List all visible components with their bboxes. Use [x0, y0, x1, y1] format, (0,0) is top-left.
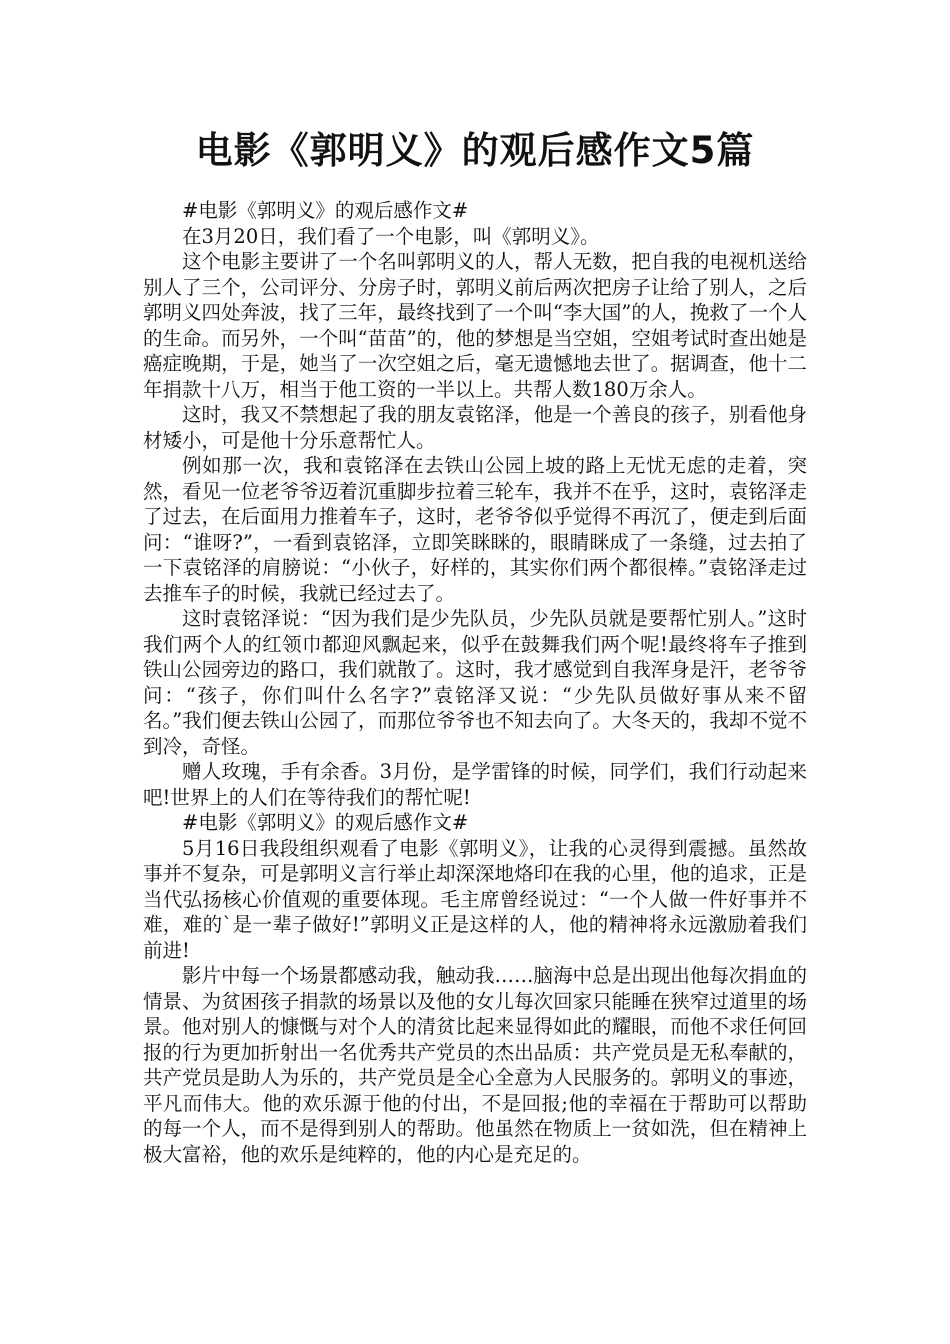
document-body [143, 198, 807, 1167]
paragraph: 这时袁铭泽说：“因为我们是少先队员，少先队员就是要帮忙别人。”这时我们两个人的红领巾都迎风飘起来，似乎在鼓舞我们两个呢!最终将车子推到铁山公园旁边的路口，我们就散了。这时，我才感觉到自我浑身是汗，老爷爷问：“孩子，你们叫什么名字?”袁铭泽又说：“少先队员做好事从来不留名。”我们便去铁山公园了，而那位爷爷也不知去向了。大冬天的，我却不觉不到冷，奇怪。 [143, 607, 807, 758]
paragraph: 5月16日我段组织观看了电影《郭明义》，让我的心灵得到震撼。虽然故事并不复杂，可是郭明义言行举止却深深地烙印在我的心里，他的追求，正是当代弘扬核心价值观的重要体现。毛主席曾经说过：“一个人做一件好事并不难，难的`是一辈子做好!”郭明义正是这样的人，他的精神将永远激励着我们前进! [143, 836, 807, 962]
paragraph: 例如那一次，我和袁铭泽在去铁山公园上坡的路上无忧无虑的走着，突然，看见一位老爷爷迈着沉重脚步拉着三轮车，我并不在乎，这时，袁铭泽走了过去，在后面用力推着车子，这时，老爷爷似乎觉得不再沉了，便走到后面问：“谁呀?”，一看到袁铭泽，立即笑眯眯的，眼睛眯成了一条缝，过去拍了一下袁铭泽的肩膀说：“小伙子，好样的，其实你们两个都很棒。”袁铭泽走过去推车子的时候，我就已经过去了。 [143, 454, 807, 605]
section-heading: #电影《郭明义》的观后感作文# [182, 199, 469, 222]
paragraph: 这时，我又不禁想起了我的朋友袁铭泽，他是一个善良的孩子，别看他身材矮小，可是他十分乐意帮忙人。 [143, 403, 807, 452]
paragraph: 在3月20日，我们看了一个电影，叫《郭明义》。 [182, 224, 600, 248]
paragraph: 赠人玫瑰，手有余香。3月份，是学雷锋的时候，同学们，我们行动起来吧!世界上的人们在等待我们的帮忙呢! [143, 760, 807, 809]
document-title: 电影《郭明义》的观后感作文5篇 [195, 129, 755, 172]
section-heading: #电影《郭明义》的观后感作文# [182, 811, 469, 834]
paragraph: 这个电影主要讲了一个名叫郭明义的人，帮人无数，把自我的电视机送给别人了三个，公司评分、分房子时，郭明义前后两次把房子让给了别人，之后郭明义四处奔波，找了三年，最终找到了一个叫“李大国”的人，挽救了一个人的生命。而另外，一个叫“苗苗”的，他的梦想是当空姐，空姐考试时查出她是癌症晚期，于是，她当了一次空姐之后，毫无遗憾地去世了。据调查，他十二年捐款十八万，相当于他工资的一半以上。共帮人数180万余人。 [143, 250, 807, 401]
paragraph: 影片中每一个场景都感动我，触动我……脑海中总是出现出他每次捐血的情景、为贫困孩子捐款的场景以及他的女儿每次回家只能睡在狭窄过道里的场景。他对别人的慷慨与对个人的清贫比起来显得如此的耀眼，而他不求任何回报的行为更加折射出一名优秀共产党员的杰出品质：共产党员是无私奉献的，共产党员是助人为乐的，共产党员是全心全意为人民服务的。郭明义的事迹，平凡而伟大。他的欢乐源于他的付出，不是回报;他的幸福在于帮助可以帮助的每一个人，而不是得到别人的帮助。他虽然在物质上一贫如洗，但在精神上极大富裕，他的欢乐是纯粹的，他的内心是充足的。 [143, 964, 807, 1166]
